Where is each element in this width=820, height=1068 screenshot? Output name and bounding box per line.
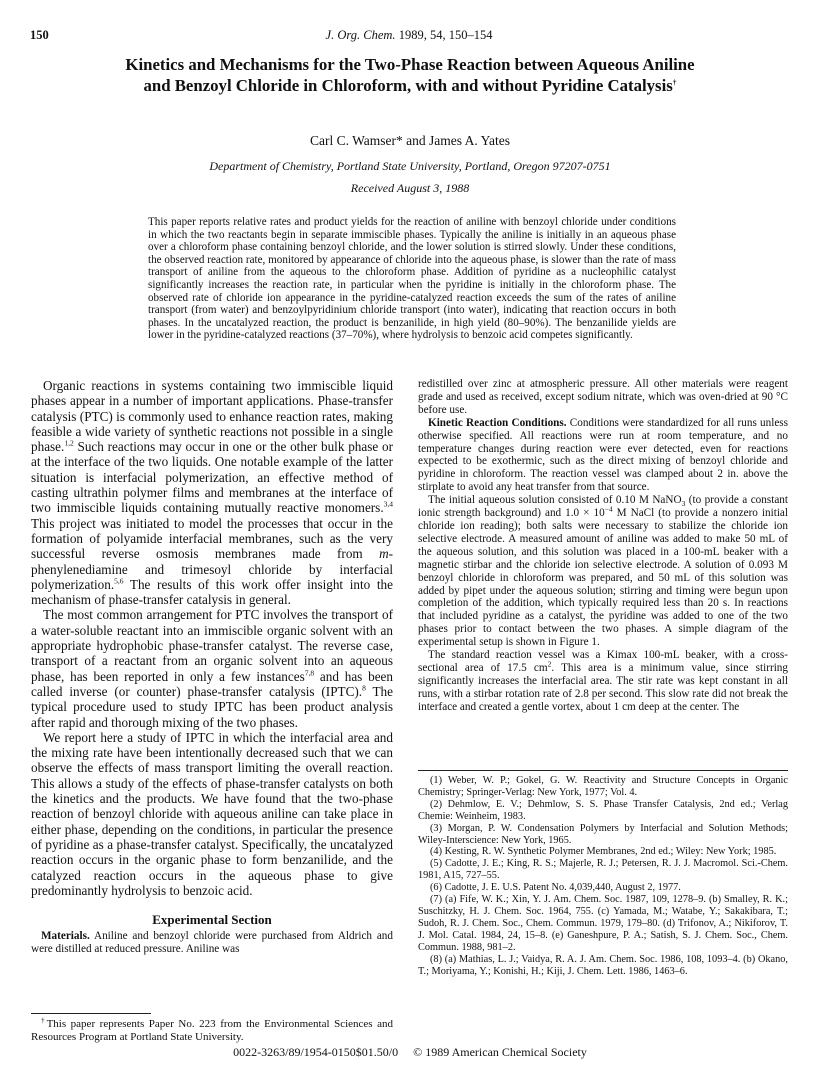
article-code: 0022-3263/89/1954-0150$01.50/0	[233, 1045, 399, 1059]
reference-item: (6) Cadotte, J. E. U.S. Patent No. 4,039,440, August 2, 1977.	[430, 882, 681, 894]
aqueous-solution-paragraph: The initial aqueous solution consisted of 0.10 M NaNO$_3$ (to provide a constant ionic strength background) and $1.0 \times 10^{-4}$ M NaCl (to provide a nonzero initial chloride ion reading); both salts were necessary to stabilize the chloride ion selective electrode. A measured amount of aniline was added to make 50 mL of the aqueous solution, and this solution was placed in a 100-mL beaker with a magnetic stirbar and the chloride ion selective electrode. A solution of 0.093 M benzoyl chloride in chloroform was prepared, and 50 mL of this solution was added by pipet under the aqueous solution; stirring and timing were begun upon completion of the addition, which typically required less than 20 s. In reactions that included pyridine as a catalyst, the pyridine was added to one of the two phases prior to contact between the two phases. A simple diagram of the experimental setup is shown in Figure 1.	[418, 494, 789, 649]
title-footnote-mark: †	[672, 77, 677, 87]
intro-paragraph-2: The most common arrangement for PTC involves the transport of a water-soluble reactant into an immiscible organic solvent with an appropriate hydrophobic phase-transfer catalyst. The reverse case, transport of a reactant from an organic solvent into an aqueous phase, has been reported in only a few instances$^{7,8}$ and has been called inverse (or counter) phase-transfer catalysis (IPTC).$^8$ The typical procedure used to study IPTC has been product analysis after rapid and thorough mixing of the two phases.	[31, 607, 393, 730]
kinetic-heading: Kinetic Reaction Conditions.	[428, 416, 567, 429]
reference-item: (5) Cadotte, J. E.; King, R. S.; Majerle, R. J.; Petersen, R. J. J. Macromol. Sci.-Chem. 1981, A15, 727–55.	[418, 858, 788, 882]
page-number: 150	[30, 28, 49, 42]
reference-item: (1) Weber, W. P.; Gokel, G. W. Reactivity and Structure Concepts in Organic Chemistry; Springer-Verlag: New York, 1977; Vol. 4.	[418, 775, 788, 798]
journal-citation	[30, 28, 788, 43]
affiliation: Department of Chemistry, Portland State University, Portland, Oregon 97207-0751	[209, 159, 611, 173]
footnote-divider	[31, 1013, 151, 1014]
received-date: Received August 3, 1988	[350, 181, 470, 195]
section-heading-experimental: Experimental Section	[152, 912, 272, 928]
reaction-vessel-paragraph: The standard reaction vessel was a Kimax 100-mL beaker, with a cross-sectional area of 17.5 $cm^2$. This area is a minimum value, since stirring significantly increases the interfacial area. The stir rate was kept constant in all runs, with a stirbar rotation rate of 2.8 per second. This slow rate did not break the interface and created a gentle vortex, about 1 cm deep at the center. The	[418, 649, 788, 713]
reference-item: (8) (a) Mathias, L. J.; Vaidya, R. A. J. Am. Chem. Soc. 1986, 108, 1093–4. (b) Okano, T.; Moriyama, Y.; Konishi, H.; Kiji, J. Chem. Lett. 1986, 1463–6.	[418, 953, 788, 977]
authors: Carl C. Wamser* and James A. Yates	[309, 133, 511, 148]
references-divider	[418, 770, 788, 771]
intro-paragraph-1: Organic reactions in systems containing two immiscible liquid phases appear in a number of important applications. Phase-transfer catalysis (PTC) is commonly used to enhance reaction rates, making feasible a wide variety of synthetic reactions not possible in a single phase.$^{1,2}$ Such reactions may occur in one or the other bulk phase or at the interface of the two liquids. One notable example of the latter situation is interfacial polymerization, an effective method of casting ultrathin polymer films and membranes at the interface of two immiscible liquids containing mutually reactive monomers.$^{3,4}$ This project was initiated to model the processes that occur in the formation of polyamide interfacial membranes, such as the very successful reverse osmosis membranes made from m-phenylenediamine and trimesoyl chloride by interfacial polymerization.$^{5,6}$ The results of this work offer insight into the mechanism of phase-transfer catalysis in general.	[31, 378, 393, 608]
kinetic-conditions-paragraph: Kinetic Reaction Conditions. Conditions were standardized for all runs unless otherwise specified. All reactions were run at room temperature, and no temperature changes during reaction were ever detected, even for reactions expected to be exothermic, such as the direct mixing of benzoyl chloride and pyridine in chloroform. The reaction vessel was clamped about 2 in. above the stirplate to avoid any heat transfer from that source.	[418, 416, 789, 494]
references	[418, 770, 788, 977]
materials-heading: Materials.	[41, 930, 90, 943]
reference-item: (7) (a) Fife, W. K.; Xin, Y. J. Am. Chem. Soc. 1987, 109, 1278–9. (b) Smalley, R. K.; Suschitzky, H. J. Chem. Soc. 1964, 755. (c) Yamada, M.; Watabe, Y.; Sakakibara, T.; Sudoh, R. J. Chem. Soc., Chem. Commun. 1979, 179–80. (d) Trifonov, A.; Nikiforov, T. J. Mol. Catal. 1984, 24, 15–8. (e) Ganeshpure, P. A.; Satish, S. J. Chem. Soc., Chem. Commun. 1988, 981–2.	[418, 894, 788, 953]
copyright: © 1989 American Chemical Society	[413, 1045, 587, 1059]
article-title	[110, 54, 710, 96]
reference-item: (4) Kesting, R. W. Synthetic Polymer Membranes, 2nd ed.; Wiley: New York; 1985.	[430, 846, 777, 858]
materials-continued: redistilled over zinc at atmospheric pressure. All other materials were reagent grade and used as received, except sodium nitrate, which was oven-dried at 90 °C before use.	[418, 378, 788, 416]
journal-name: J. Org. Chem.	[325, 28, 396, 42]
volume-info: 1989, 54, 150–154	[398, 28, 493, 42]
title-footnote: †This paper represents Paper No. 223 from the Environmental Sciences and Resources Program at Portland State University.	[31, 1013, 393, 1043]
abstract: This paper reports relative rates and product yields for the reaction of aniline with benzoyl chloride under conditions in which the two reactants begin in separate immiscible phases. Typically the aniline is initially in an aqueous phase over a chloroform phase containing benzoyl chloride, and the lower solution is stirred slowly. Under these conditions, the observed reaction rate, monitored by appearance of chloride into the aqueous phase, is slower than the rate of mass transport of aniline from the aqueous to the chloroform phase. Addition of pyridine as a nucleophilic catalyst significantly increases the reaction rate, in particular when the pyridine is initially in the chloroform phase. The observed rate of chloride ion appearance in the pyridine-catalyzed reaction exceeds the sum of the rates of aniline transport (from water) and benzoylpyridinium chloride transport (into water), indicating that reaction occurs in both phases. In the uncatalyzed reaction, the product is benzanilide, in high yield (80–90%). The benzanilide yields are lower in the pyridine-catalyzed reactions (37–70%), where hydrolysis to benzoic acid competes significantly.	[148, 216, 676, 342]
page-header	[30, 28, 788, 46]
reference-item: (3) Morgan, P. W. Condensation Polymers by Interfacial and Solution Methods; Wiley-Interscience: New York, 1965.	[418, 822, 788, 846]
right-column	[418, 378, 788, 714]
reference-item: (2) Dehmlow, E. V.; Dehmlow, S. S. Phase Transfer Catalysis, 2nd ed.; Verlag Chemie: Weinheim, 1983.	[418, 798, 788, 822]
title-text: Kinetics and Mechanisms for the Two-Phase Reaction between Aqueous Aniline and Benzoyl Chloride in Chloroform, with and without Pyridine Catalysis	[125, 55, 695, 95]
intro-paragraph-3: We report here a study of IPTC in which the interfacial area and the mixing rate have been intentionally decreased such that we can observe the effects of mass transport limiting the overall reaction. This allows a study of the effects of phase-transfer catalysts on both the kinetics and the products. We have found that the two-phase reaction of benzoyl chloride with aqueous aniline can take place in either phase, depending on the conditions, in particular the presence of pyridine as a phase-transfer catalyst. Specifically, the uncatalyzed reaction occurs in the organic phase to form benzanilide, and the catalyzed reaction occurs in the aqueous phase to give predominantly hydrolysis to benzoic acid.	[31, 729, 393, 898]
left-column	[31, 378, 393, 956]
page-footer	[0, 1045, 820, 1060]
materials-paragraph: Materials. Aniline and benzoyl chloride were purchased from Aldrich and were distilled at reduced pressure. Aniline was	[31, 930, 393, 955]
